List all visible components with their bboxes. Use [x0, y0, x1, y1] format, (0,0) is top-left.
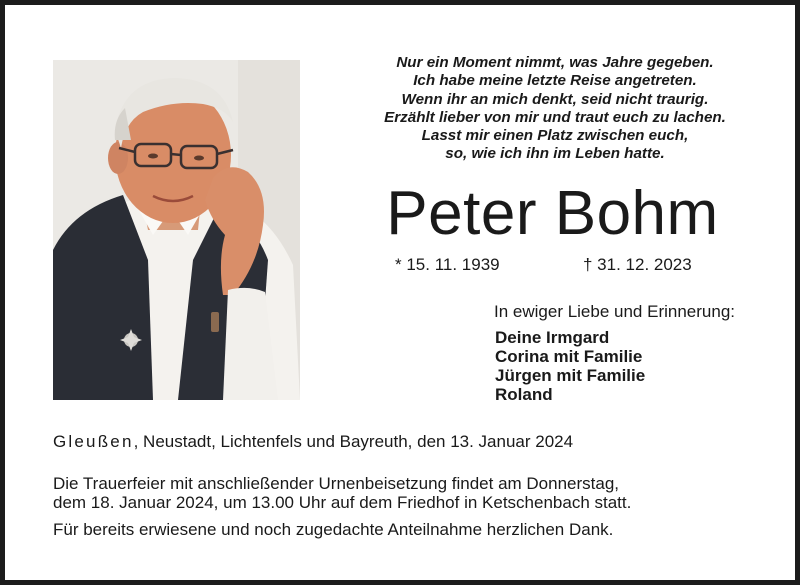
death-date: † 31. 12. 2023 — [583, 255, 692, 274]
poem-line: Lasst mir einen Platz zwischen euch, — [421, 127, 689, 145]
mourner-name: Corina mit Familie — [495, 347, 643, 366]
ceremony-line: dem 18. Januar 2024, um 13.00 Uhr auf dem Friedhof in Ketschenbach statt. — [53, 493, 632, 512]
place-name: Gleußen — [53, 432, 134, 451]
poem — [340, 54, 770, 164]
thanks-note: Für bereits erwiesene und noch zugedachte Anteilnahme herzlichen Dank. — [53, 520, 614, 539]
poem-line: Ich habe meine letzte Reise angetreten. — [413, 72, 697, 90]
ceremony-info — [53, 474, 631, 512]
place-and-date — [53, 432, 573, 452]
mourners-list — [495, 328, 645, 404]
mourner-name: Deine Irmgard — [495, 328, 610, 347]
memory-label: In ewiger Liebe und Erinnerung: — [494, 302, 735, 321]
poem-line: so, wie ich ihn im Leben hatte. — [445, 145, 665, 163]
poem-line: Nur ein Moment nimmt, was Jahre gegeben. — [396, 54, 714, 71]
birth-date: * 15. 11. 1939 — [395, 255, 500, 274]
poem-line: Wenn ihr an mich denkt, seid nicht traurig. — [401, 90, 709, 108]
ceremony-line: Die Trauerfeier mit anschließender Urnenbeisetzung findet am Donnerstag, — [53, 474, 620, 493]
portrait-photo — [53, 60, 300, 400]
mourner-name: Roland — [495, 385, 553, 404]
mourner-name: Jürgen mit Familie — [495, 366, 646, 385]
deceased-name: Peter Bohm — [386, 179, 719, 248]
place-and-date-rest: , Neustadt, Lichtenfels und Bayreuth, den 13. Januar 2024 — [133, 432, 574, 451]
poem-line: Erzählt lieber von mir und traut euch zu lachen. — [384, 108, 726, 126]
